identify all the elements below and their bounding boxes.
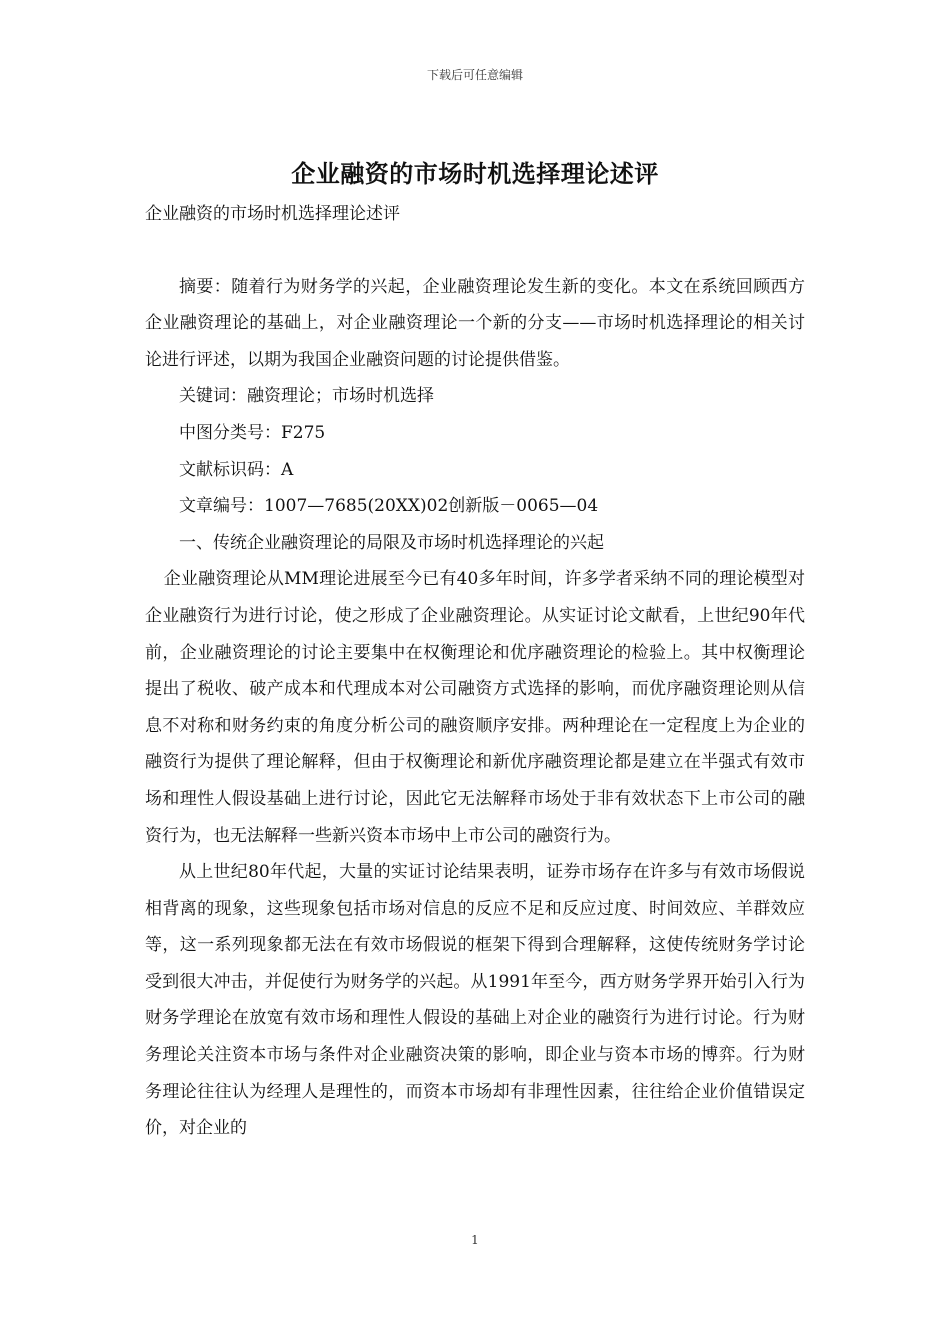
doc-code-line: 文献标识码：A xyxy=(179,459,294,480)
document-title: 企业融资的市场时机选择理论述评 xyxy=(291,159,659,188)
document-body xyxy=(145,196,805,1147)
keywords-line: 关键词：融资理论；市场时机选择 xyxy=(179,386,434,407)
body-paragraph-1: 企业融资理论从MM理论进展至今已有40多年时间，许多学者采纳不同的理论模型对企业融资行为进行讨论，使之形成了企业融资理论。从实证讨论文献看，上世纪90年代前，企业融资理论的讨论主要集中在权衡理论和优序融资理论的检验上。其中权衡理论提出了税收、破产成本和代理成本对公司融资方式选择的影响，而优序融资理论则从信息不对称和财务约束的角度分析公司的融资顺序安排。两种理论在一定程度上为企业的融资行为提供了理论解释，但由于权衡理论和新优序融资理论都是建立在半强式有效市场和理性人假设基础上进行讨论，因此它无法解释市场处于非有效状态下上市公司的融资行为，也无法解释一些新兴资本市场中上市公司的融资行为。 xyxy=(145,569,805,846)
section-heading: 一、传统企业融资理论的局限及市场时机选择理论的兴起 xyxy=(179,532,604,553)
body-paragraph-2: 从上世纪80年代起，大量的实证讨论结果表明，证券市场存在许多与有效市场假说相背离的现象，这些现象包括市场对信息的反应不足和反应过度、时间效应、羊群效应等，这一系列现象都无法在有效市场假说的框架下得到合理解释，这使传统财务学讨论受到很大冲击，并促使行为财务学的兴起。从1991年至今，西方财务学界开始引入行为财务学理论在放宽有效市场和理性人假设的基础上对企业的融资行为进行讨论。行为财务理论关注资本市场与条件对企业融资决策的影响，即企业与资本市场的博弈。行为财务理论往往认为经理人是理性的，而资本市场却有非理性因素，往往给企业价值错误定价，对企业的 xyxy=(145,862,805,1139)
document-subtitle: 企业融资的市场时机选择理论述评 xyxy=(145,204,400,224)
page-number: 1 xyxy=(471,1233,479,1247)
clc-number-line: 中图分类号：F275 xyxy=(179,422,326,443)
article-number-line: 文章编号：1007—7685(20XX)02创新版－0065—04 xyxy=(179,496,599,517)
abstract-paragraph: 摘要：随着行为财务学的兴起，企业融资理论发生新的变化。本文在系统回顾西方企业融资理论的基础上，对企业融资理论一个新的分支——市场时机选择理论的相关讨论进行评述，以期为我国企业融资问题的讨论提供借鉴。 xyxy=(145,276,805,370)
page-header: 下载后可任意编辑 xyxy=(426,68,523,82)
